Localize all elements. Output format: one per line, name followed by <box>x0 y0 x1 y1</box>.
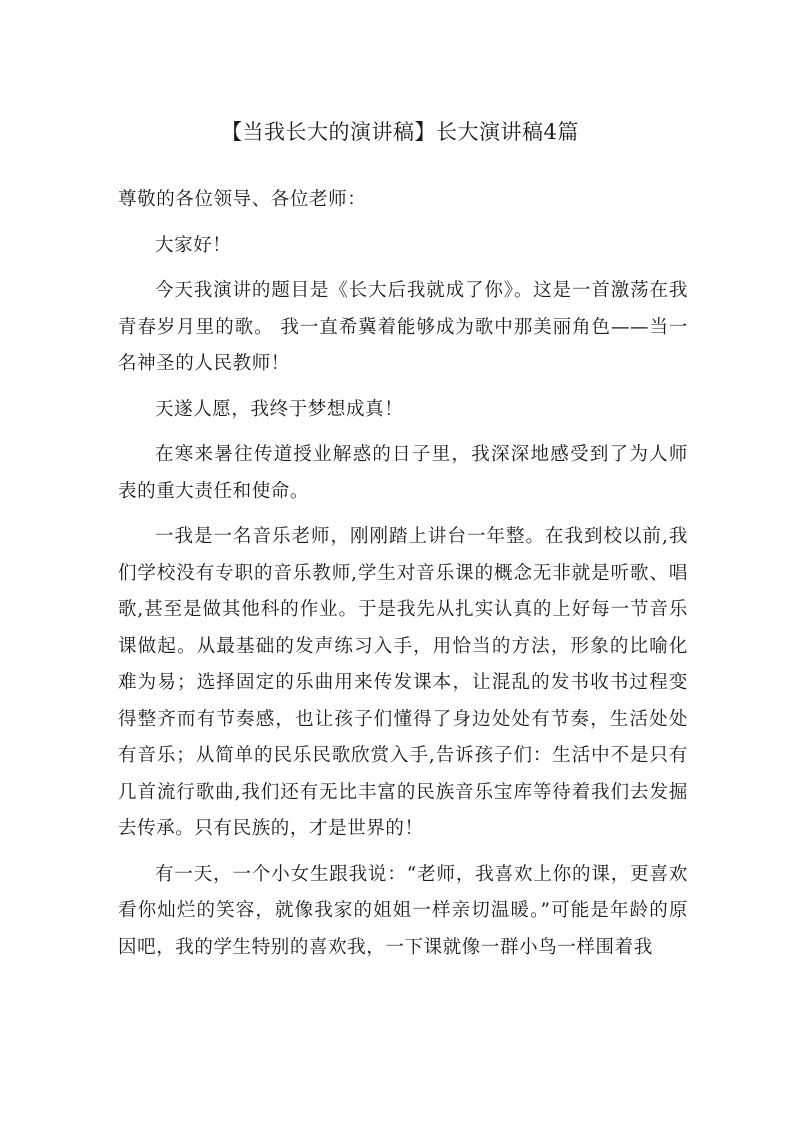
body-paragraph: 今天我演讲的题目是《长大后我就成了你》。这是一首激荡在我青春岁月里的歌。 我一直希冀着能够成为歌中那美丽角色——当一名神圣的人民教师！ <box>118 280 688 374</box>
body-paragraph: 在寒来暑往传道授业解惑的日子里，我深深地感受到了为人师表的重大责任和使命。 <box>118 444 688 502</box>
greeting-paragraph: 大家好！ <box>155 234 232 256</box>
document-title: 【当我长大的演讲稿】长大演讲稿4篇 <box>221 120 579 144</box>
body-paragraph: 一我是一名音乐老师，刚刚踏上讲台一年整。在我到校以前,我们学校没有专职的音乐教师,学生对音乐课的概念无非就是听歌、唱歌,甚至是做其他科的作业。于是我先从扎实认真的上好每一节音乐课做起。从最基础的发声练习入手，用恰当的方法，形象的比喻化难为易；选择固定的乐曲用来传发课本，让混乱的发书收书过程变得整齐而有节奏感，也让孩子们懂得了身边处处有节奏，生活处处有音乐；从简单的民乐民歌欣赏入手,告诉孩子们：生活中不是只有几首流行歌曲,我们还有无比丰富的民族音乐宝库等待着我们去发掘去传承。只有民族的，才是世界的！ <box>118 526 688 839</box>
body-paragraph: 有一天，一个小女生跟我说：“老师，我喜欢上你的课，更喜欢看你灿烂的笑容，就像我家的姐姐一样亲切温暖。”可能是年龄的原因吧，我的学生特别的喜欢我，一下课就像一群小鸟一样围着我 <box>118 863 688 958</box>
document-body <box>118 182 688 966</box>
salutation-paragraph: 尊敬的各位领导、各位老师： <box>118 189 367 210</box>
body-paragraph: 天遂人愿，我终于梦想成真！ <box>155 398 404 420</box>
